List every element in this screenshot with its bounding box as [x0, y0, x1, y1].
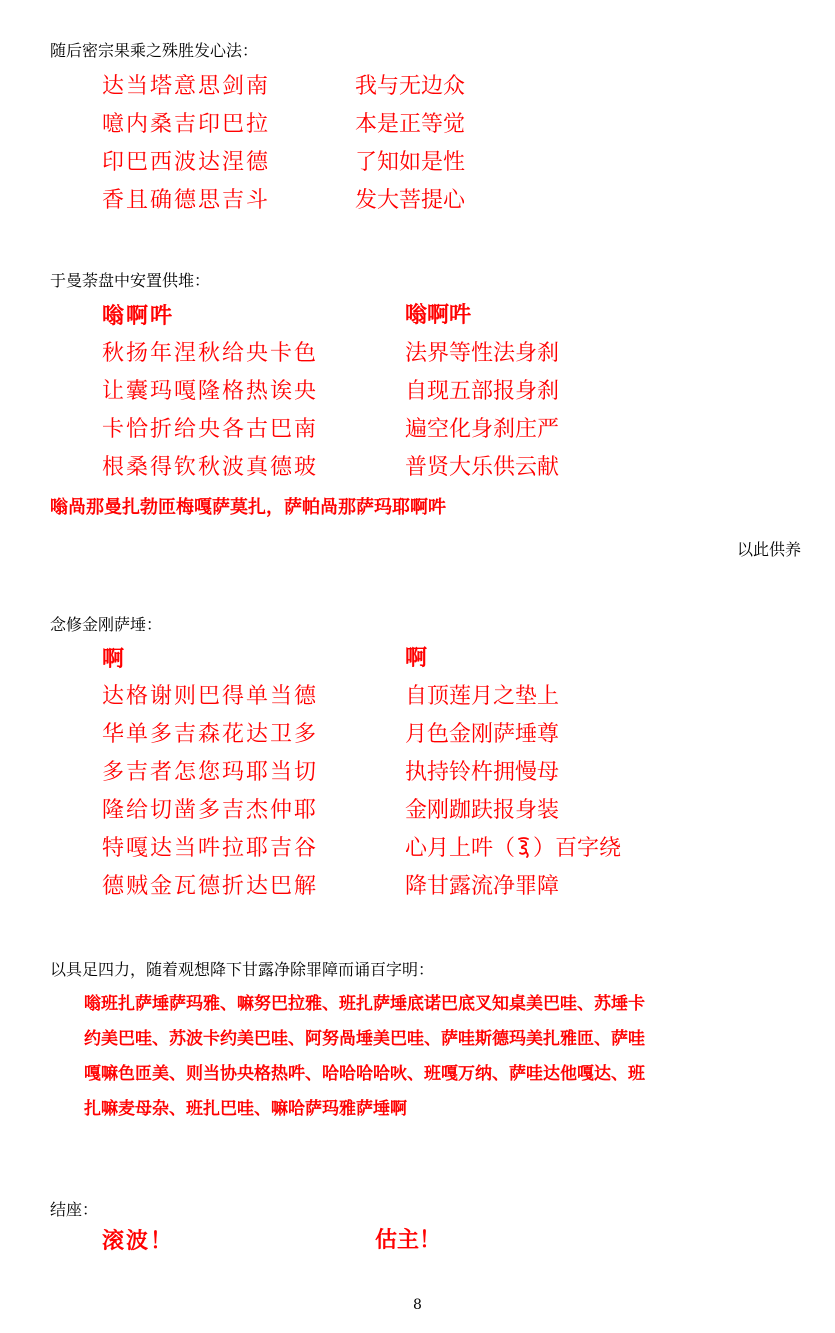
section4-heading: 以具足四力，随着观想降下甘露净除罪障而诵百字明： — [50, 960, 435, 979]
verse-line: 嗡啊吽 — [405, 303, 472, 328]
section2-right-column — [405, 297, 559, 487]
mantra-line: 扎嘛麦母杂、班扎巴哇、嘛哈萨玛雅萨埵啊 — [84, 1099, 407, 1119]
verse-line: 卡恰折给央各古巴南 — [102, 417, 319, 442]
verse-line: 特嘎达当吽拉耶吉谷 — [102, 836, 319, 861]
mantra-line: 约美巴哇、苏波卡约美巴哇、阿努咼埵美巴哇、萨哇斯德玛美扎雅匝、萨哇 — [84, 1029, 645, 1049]
verse-line: 达当塔意思剑南 — [102, 74, 271, 99]
section1-left-column — [102, 68, 270, 220]
verse-fragment: ）百字绕 — [533, 836, 622, 861]
section2-left-column — [102, 297, 318, 487]
verse-line: 金刚跏趺报身装 — [405, 798, 560, 823]
verse-line: 我与无边众 — [355, 74, 466, 99]
verse-line: 啊 — [102, 646, 127, 672]
closing-right: 估主！ — [375, 1228, 442, 1253]
offering-mantra: 嗡咼那曼扎勃匝梅嘎萨莫扎，萨帕咼那萨玛耶啊吽 — [50, 497, 446, 518]
verse-line: 华单多吉森花达卫多 — [102, 722, 319, 747]
offering-note: 以此供养 — [736, 540, 801, 559]
section1-heading: 随后密宗果乘之殊胜发心法： — [50, 41, 259, 60]
section3-right-column — [405, 640, 621, 906]
section5-heading: 结座： — [50, 1200, 99, 1219]
verse-line — [405, 830, 621, 868]
page-number: 8 — [413, 1297, 422, 1313]
verse-line: 自现五部报身刹 — [405, 379, 560, 404]
verse-line: 法界等性法身刹 — [405, 341, 560, 366]
verse-line: 香且确德思吉斗 — [102, 188, 271, 213]
verse-line: 根桑得钦秋波真德玻 — [102, 455, 319, 480]
verse-line: 执持铃杵拥慢母 — [405, 760, 560, 785]
tibetan-hum-syllable-icon — [515, 836, 533, 858]
verse-line: 印巴西波达涅德 — [102, 150, 271, 175]
verse-line: 隆给切凿多吉杰仲耶 — [102, 798, 319, 823]
section3-left-column — [102, 640, 318, 906]
verse-line: 达格谢则巴得单当德 — [102, 684, 319, 709]
verse-line: 了知如是性 — [355, 150, 466, 175]
verse-line: 普贤大乐供云献 — [405, 455, 560, 480]
verse-line: 降甘露流净罪障 — [405, 874, 560, 899]
verse-line: 月色金刚萨埵尊 — [405, 722, 560, 747]
mantra-line: 嘎嘛色匝美、则当协央格热吽、哈哈哈哈吙、班嘎万纳、萨哇达他嘎达、班 — [84, 1064, 645, 1084]
mantra-line: 嗡班扎萨埵萨玛雅、嘛努巴拉雅、班扎萨埵底诺巴底叉知桌美巴哇、苏埵卡 — [84, 994, 645, 1014]
hundred-syllable-mantra — [84, 987, 645, 1127]
verse-line: 发大菩提心 — [355, 188, 466, 213]
verse-line: 自顶莲月之垫上 — [405, 684, 560, 709]
closing-left: 滚波！ — [102, 1228, 175, 1254]
verse-line: 啊 — [405, 646, 428, 671]
verse-line: 让囊玛嘎隆格热诶央 — [102, 379, 319, 404]
verse-line: 遍空化身刹庄严 — [405, 417, 560, 442]
section2-heading: 于曼荼盘中安置供堆： — [50, 271, 211, 290]
verse-fragment: 心月上吽（ — [405, 836, 516, 861]
verse-line: 本是正等觉 — [355, 112, 466, 137]
verse-line: 德贼金瓦德折达巴解 — [102, 874, 319, 899]
section1-right-column — [355, 68, 465, 220]
section3-heading: 念修金刚萨埵： — [50, 615, 163, 634]
verse-line: 秋扬年涅秋给央卡色 — [102, 341, 319, 366]
verse-line: 多吉者怎您玛耶当切 — [102, 760, 319, 785]
verse-line: 嗡啊吽 — [102, 303, 175, 329]
verse-line: 噫内桑吉印巴拉 — [102, 112, 271, 137]
